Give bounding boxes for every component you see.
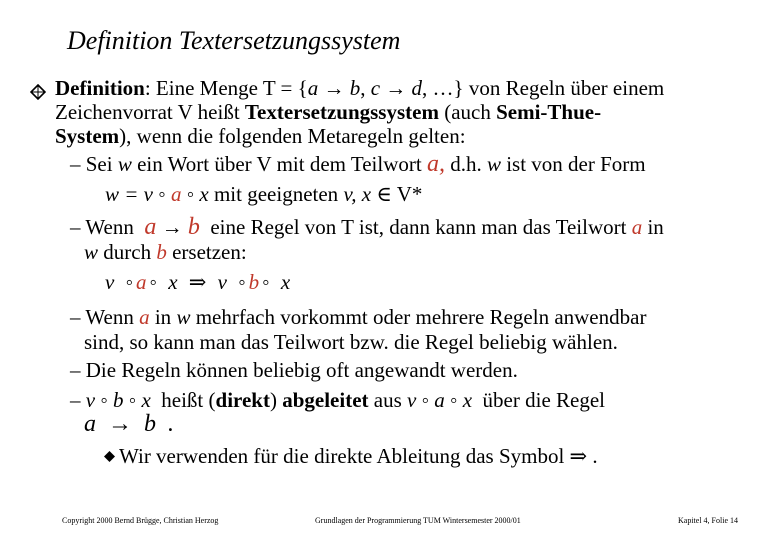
rule-item-5-cont: a → b . (84, 411, 177, 437)
rule-item-5: – v ◦ b ◦ x heißt (direkt) abgeleitet aus v ◦ a ◦ x über die Regel (70, 388, 605, 412)
rule-item-4: – Die Regeln können beliebig oft angewandt werden. (70, 358, 518, 382)
footer-slide-number: Kapitel 4, Folie 14 (678, 516, 738, 525)
diamond-bullet-icon (30, 84, 46, 100)
definition-line-1: Definition: Eine Menge T = {a → b, c → d, …} von Regeln über einem (55, 76, 665, 100)
definition-line-2: Zeichenvorrat V heißt Textersetzungssystem (auch Semi-Thue- (55, 100, 602, 124)
rule-item-2: – Wenn a → b eine Regel von T ist, dann kann man das Teilwort a in (70, 214, 664, 240)
rule-item-2-formula: v ◦a◦ x ⇒ v ◦b◦ x (105, 270, 294, 294)
rule-item-3: – Wenn a in w mehrfach vorkommt oder mehrere Regeln anwendbar (70, 305, 647, 329)
square-bullet-icon (104, 451, 115, 462)
rule-item-1: – Sei w ein Wort über V mit dem Teilwort a, d.h. w ist von der Form (70, 151, 646, 177)
definition-line-3: System), wenn die folgenden Metaregeln gelten: (55, 124, 466, 148)
rule-item-3-cont: sind, so kann man das Teilwort bzw. die Regel beliebig wählen. (84, 330, 618, 354)
slide-title: Definition Textersetzungssystem (67, 26, 401, 55)
footer-course: Grundlagen der Programmierung TUM Wintersemester 2000/01 (315, 516, 521, 525)
rule-item-1-formula: w = v ◦ a ◦ x mit geeigneten v, x ∈ V* (105, 182, 423, 206)
sub-note: Wir verwenden für die direkte Ableitung das Symbol ⇒ . (104, 444, 598, 468)
footer-copyright: Copyright 2000 Bernd Brügge, Christian Herzog (62, 516, 219, 525)
rule-item-2-cont: w durch b ersetzen: (84, 240, 247, 264)
